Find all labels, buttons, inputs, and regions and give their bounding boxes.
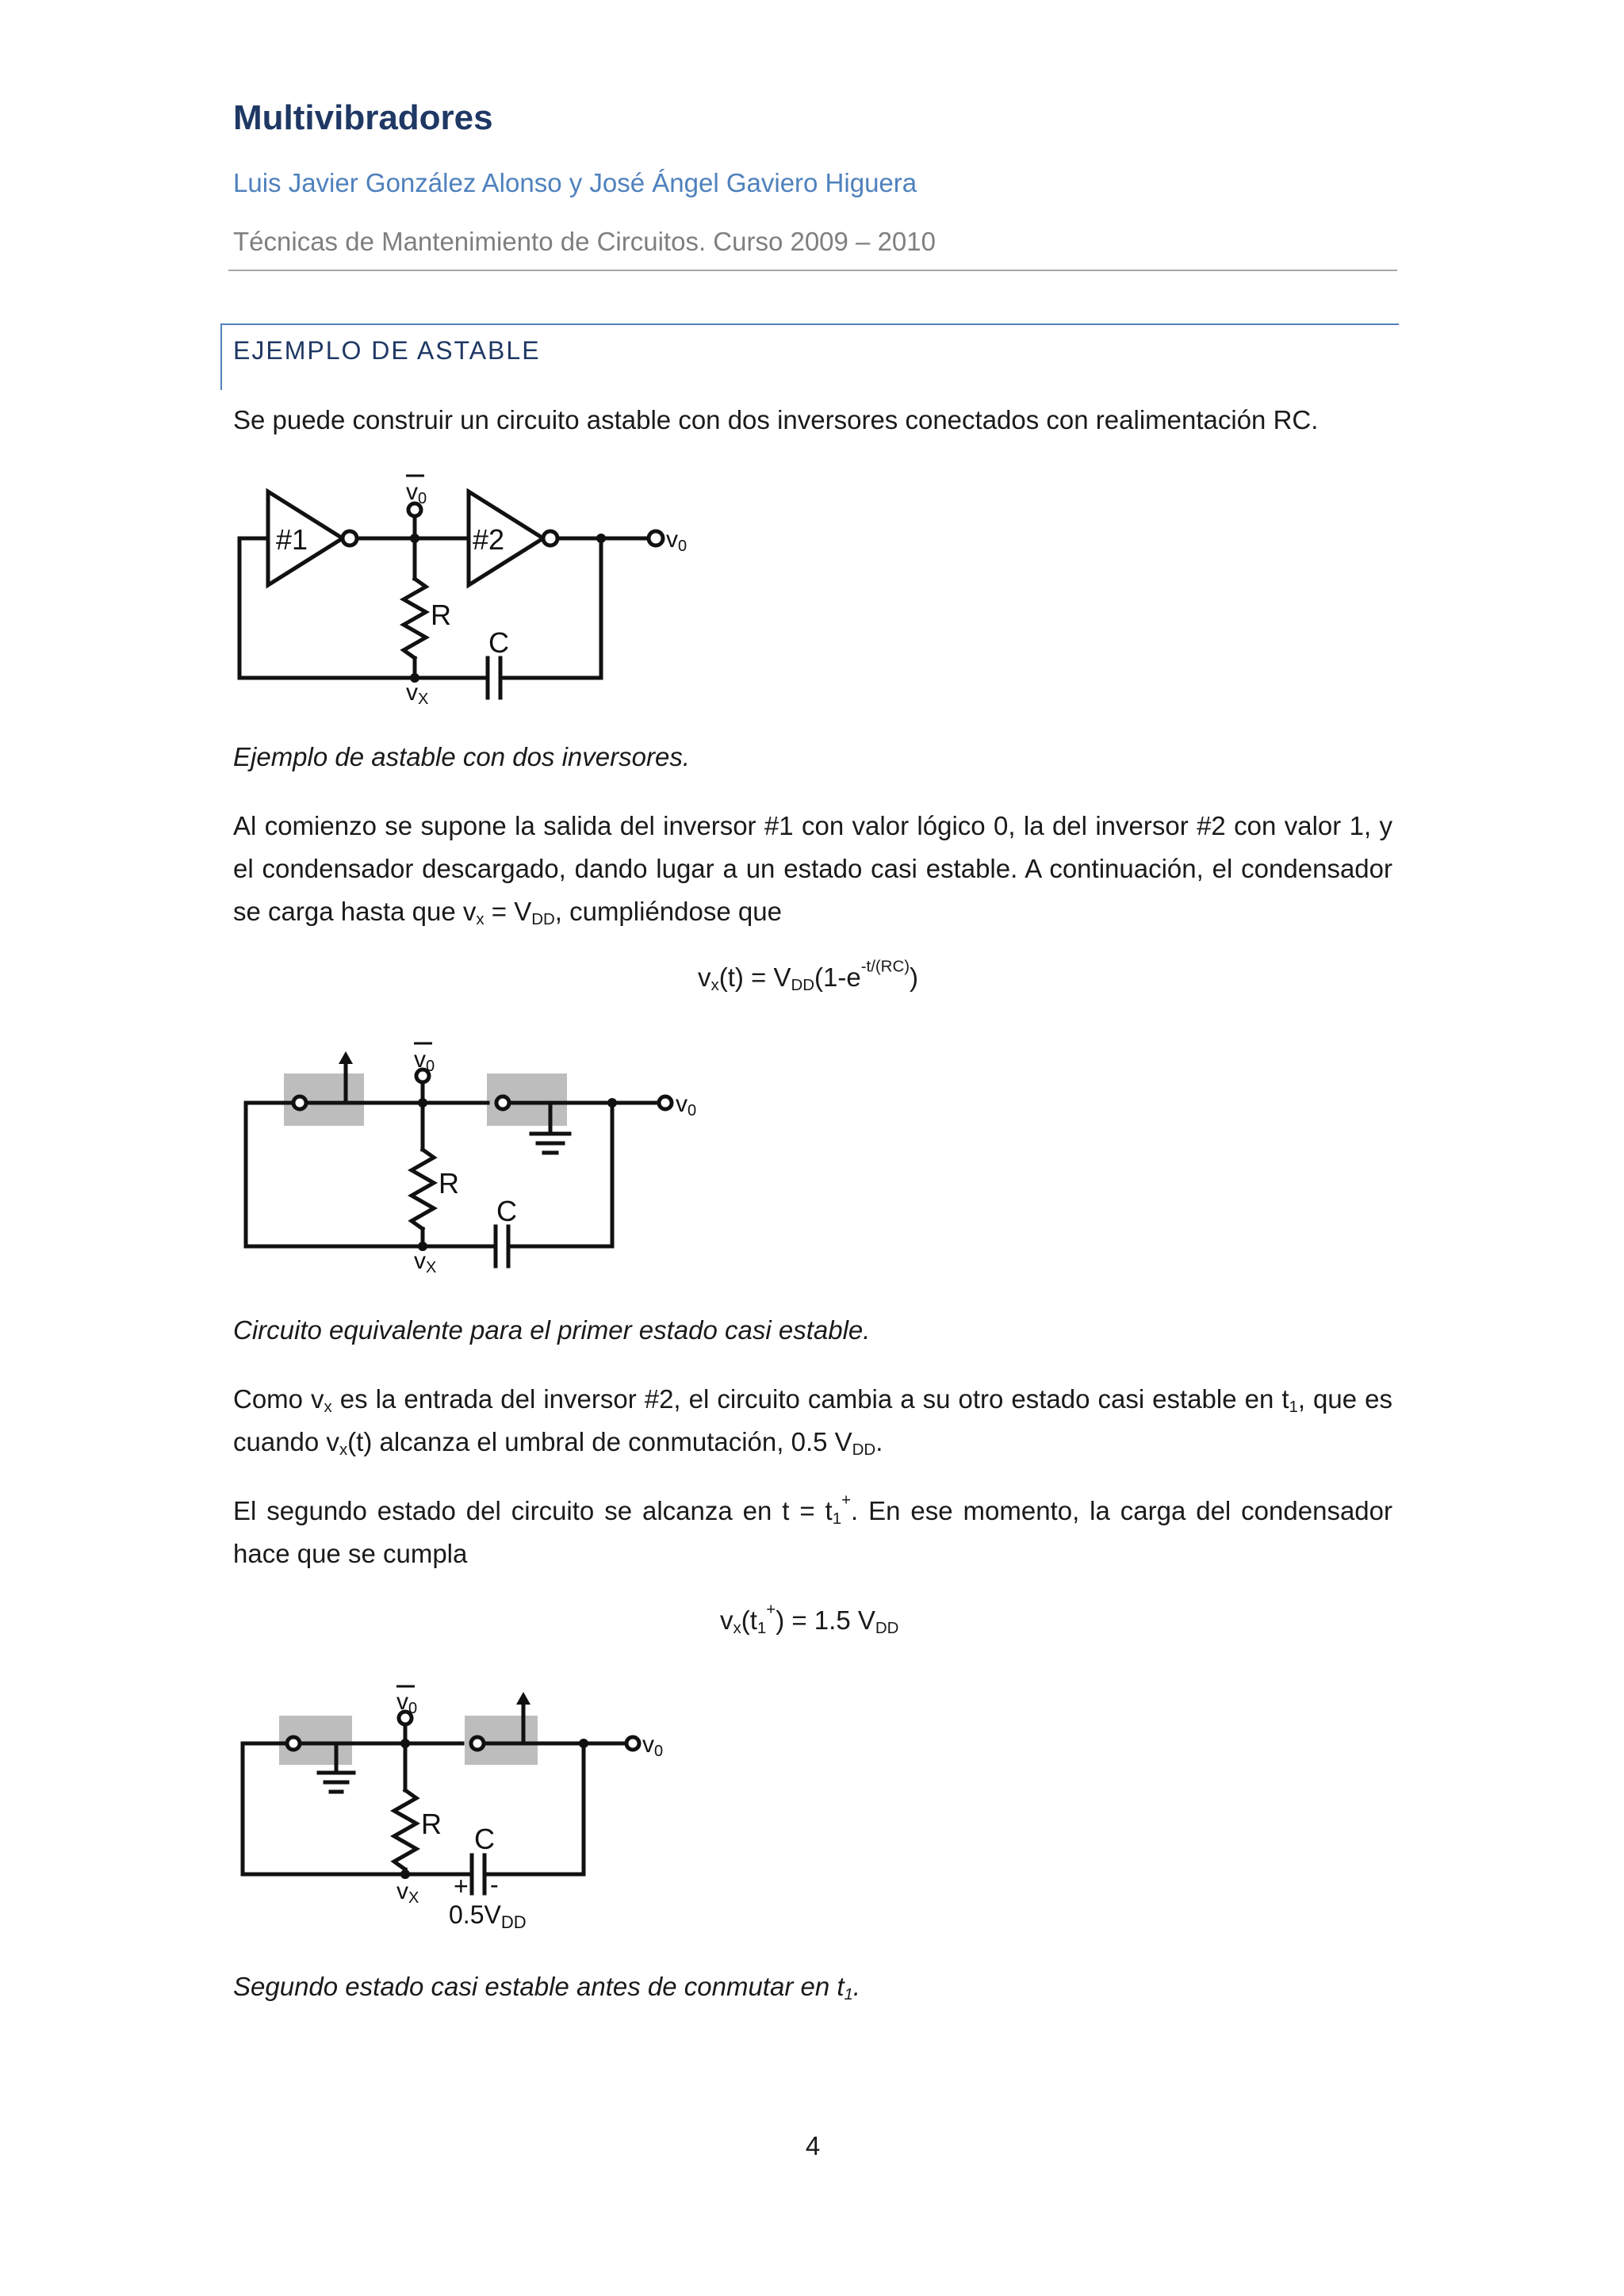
vx-node-label: vX xyxy=(414,1248,437,1276)
capacitor-plus-sign: + xyxy=(454,1872,469,1900)
capacitor-label: C xyxy=(474,1823,495,1855)
vx-node-label: vX xyxy=(396,1878,419,1907)
equation-charging: $v_x(t) = V_{DD}(1-e^{-t/(RC)})$ xyxy=(698,957,919,995)
vo-output-label: v0 xyxy=(666,526,688,555)
vo-bar-label: v0 xyxy=(406,479,427,507)
paragraph-initial-state: Al comienzo se supone la salida del inversor #1 con valor lógico 0, la del inversor #2 con valor 1, y el condensador descargado, dando lugar a un estado casi estable. A continuación, el condensador se carga hasta que $v_x = V_{DD}$, cumpliéndose que xyxy=(233,811,1392,929)
equation-second-state: $v_x(t_1^+) = 1.5$ $V_{DD}$ xyxy=(720,1600,899,1638)
document-course: Técnicas de Mantenimiento de Circuitos. Curso 2009 – 2010 xyxy=(233,227,936,256)
figure-first-quasi-stable-state xyxy=(230,1031,722,1284)
document-title: Multivibradores xyxy=(233,98,493,137)
capacitor-label: C xyxy=(496,1195,517,1227)
figure-1-caption: Ejemplo de astable con dos inversores. xyxy=(233,742,690,771)
resistor-label: R xyxy=(439,1167,459,1200)
resistor-label: R xyxy=(431,599,451,631)
vo-bar-label: v0 xyxy=(414,1047,435,1075)
inverter-1-label: #1 xyxy=(276,523,308,556)
document-authors: Luis Javier González Alonso y José Ángel Gaviero Higuera xyxy=(233,168,917,197)
vx-node-label: vX xyxy=(406,679,429,708)
header-divider xyxy=(228,270,1397,271)
figure-2-caption: Circuito equivalente para el primer estado casi estable. xyxy=(233,1315,871,1345)
resistor-label: R xyxy=(421,1808,442,1840)
capacitor-voltage-label: 0.5VDD xyxy=(449,1900,527,1932)
section-heading: EJEMPLO DE ASTABLE xyxy=(233,336,541,365)
figure-second-quasi-stable-state xyxy=(230,1679,706,1941)
vo-output-label: v0 xyxy=(642,1732,664,1760)
vo-bar-label: v0 xyxy=(396,1689,418,1717)
paragraph-second-state: El segundo estado del circuito se alcanza en $t = t_1^+$. En ese momento, la carga del condensador hace que se cumpla xyxy=(233,1490,1392,1568)
inverter-2-label: #2 xyxy=(473,523,505,556)
intro-paragraph: Se puede construir un circuito astable con dos inversores conectados con realimentación RC. xyxy=(233,405,1319,434)
capacitor-minus-sign: - xyxy=(490,1870,499,1899)
figure-astable-two-inverters xyxy=(230,460,722,714)
vo-output-label: v0 xyxy=(676,1091,697,1119)
paragraph-switching: Como $v_x$ es la entrada del inversor #2, el circuito cambia a su otro estado casi estable en $t_1$, que es cuando $v_x(t)$ alcanza el umbral de conmutación, 0.5 $V_{DD}$. xyxy=(233,1384,1392,1460)
capacitor-label: C xyxy=(488,626,509,659)
figure-3-caption: Segundo estado casi estable antes de conmutar en $t_1$. xyxy=(233,1972,861,2004)
page-number: 4 xyxy=(805,2131,821,2160)
